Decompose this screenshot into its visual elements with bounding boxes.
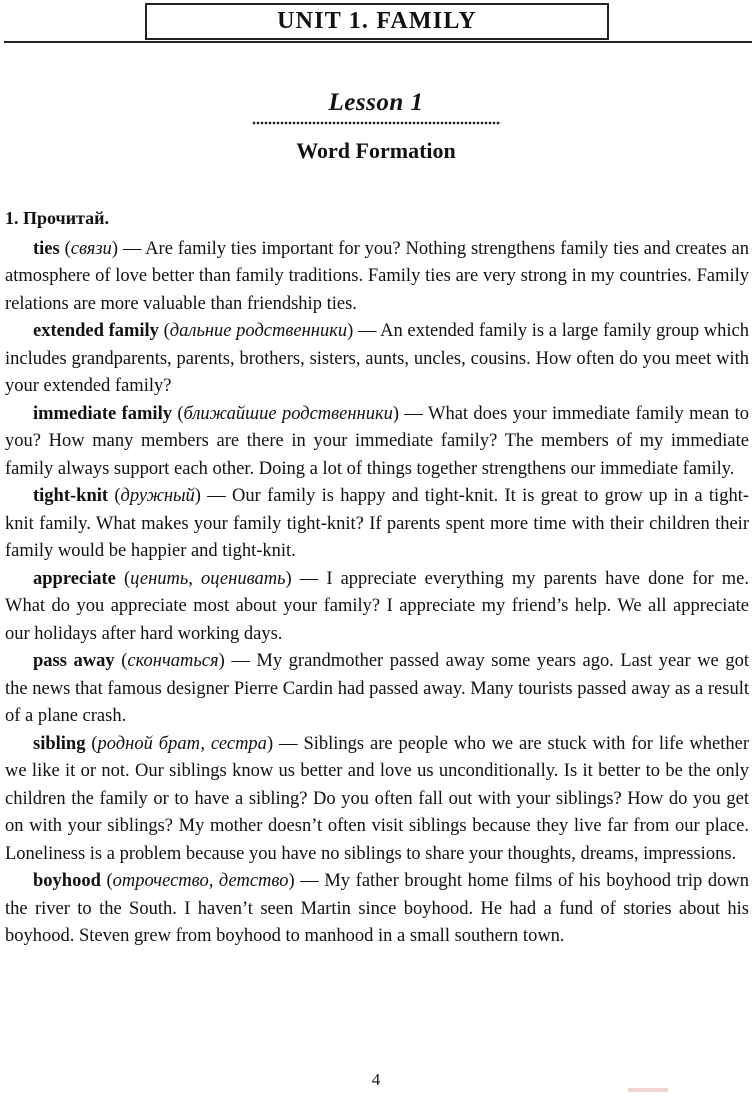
lesson-content [5, 205, 749, 951]
entry-translation: ценить, оценивать [130, 568, 286, 589]
entry-term: immediate family [33, 403, 172, 424]
section-title: Word Formation [296, 138, 456, 163]
task-label: 1. Прочитай. [5, 208, 110, 228]
entry-translation: связи [70, 238, 112, 259]
entry-term: sibling [33, 733, 86, 754]
vocab-entry: boyhood (отрочество, детство) — My father brought home films of his boyhood trip down the river to the South. I haven’t seen Martin since boyhood. He had a fund of stories about his boyhood. Steven grew from boyhood to manhood in a small southern town. [5, 871, 749, 946]
lesson-dotted-underline [252, 121, 501, 125]
entry-term: extended family [33, 321, 159, 341]
entry-examples: My father brought home films of his boyhood trip down the river to the South. I haven’t seen Martin since boyhood. He had a fund of stories about his boyhood. Steven grew from boyhood to manhood in a small southern town. [5, 871, 749, 946]
entry-translation: скончаться [127, 651, 219, 671]
entry-examples: My grandmother passed away some years ago. Last year we got the news that famous designer Pierre Cardin had passed away. Many tourists passed away as a result of a plane crash. [5, 651, 749, 726]
unit-title: UNIT 1. FAMILY [145, 3, 609, 40]
vocab-entry: pass away (скончаться) — My grandmother passed away some years ago. Last year we got the news that famous designer Pierre Cardin had passed away. Many tourists passed away as a result of a plane crash. [5, 651, 749, 726]
vocab-entry: tight-knit (дружный) — Our family is happy and tight-knit. It is great to grow up in a tight-knit family. What makes your family tight-knit? If parents spent more time with their children their family would be happier and tight-knit. [5, 486, 749, 561]
page-number: 4 [371, 1070, 381, 1089]
entry-translation: отрочество, детство [112, 871, 289, 891]
entry-term: tight-knit [33, 486, 109, 506]
entry-examples: Are family ties important for you? Nothing strengthens family ties and creates an atmosphere of love better than family traditions. Family ties are very strong in my countries. Family relations are more valuable than friendship ties. [5, 238, 749, 314]
entry-term: appreciate [33, 568, 116, 589]
entry-translation: дружный [120, 486, 195, 506]
vocab-entry: appreciate (ценить, оценивать) — I appreciate everything my parents have done for me. What do you appreciate most about your family? I appreciate my friend’s help. We all appreciate our holidays after hard working days. [5, 568, 749, 644]
entry-term: pass away [33, 651, 115, 671]
vocab-entry: immediate family (ближайшие родственники) — What does your immediate family mean to you? How many members are there in your immediate family? The members of my immediate family always support each other. Doing a lot of things together strengthens our immediate family. [5, 403, 749, 479]
entry-translation: родной брат, сестра [97, 733, 267, 754]
entry-examples: What does your immediate family mean to you? How many members are there in your immediate family? The members of my immediate family always support each other. Doing a lot of things together strengthens our immediate family. [5, 403, 749, 479]
entry-examples: Siblings are people who we are stuck with for life whether we like it or not. Our siblings know us better and love us unconditionally. Is it better to be the only children the family or to have a sibling? Do you often fall out with your siblings? How do you get on with your siblings? My mother doesn’t often visit siblings because they live far from our place. Loneliness is a problem because you have no siblings to share your thoughts, dreams, impressions. [5, 733, 749, 864]
entry-term: boyhood [33, 871, 101, 891]
entry-examples: An extended family is a large family group which includes grandparents, parents, brothers, sisters, aunts, uncles, cousins. How often do you meet with your extended family? [5, 321, 750, 396]
lesson-title: Lesson 1 [328, 89, 424, 116]
vocab-entry: extended family (дальние родственники) — An extended family is a large family group which includes grandparents, parents, brothers, sisters, aunts, uncles, cousins. How often do you meet with your extended family? [5, 321, 750, 396]
entry-examples: Our family is happy and tight-knit. It is great to grow up in a tight-knit family. What makes your family tight-knit? If parents spent more time with their children their family would be happier and tight-knit. [5, 486, 749, 561]
entry-translation: ближайшие родственники [183, 403, 393, 424]
vocab-entry: sibling (родной брат, сестра) — Siblings are people who we are stuck with for life whether we like it or not. Our siblings know us better and love us unconditionally. Is it better to be the only children the family or to have a sibling? Do you often fall out with your siblings? How do you get on with your siblings? My mother doesn’t often visit siblings because they live far from our place. Loneliness is a problem because you have no siblings to share your thoughts, dreams, impressions. [5, 733, 749, 864]
entry-translation: дальние родственники [169, 321, 348, 341]
entry-term: ties [33, 238, 60, 259]
entry-examples: I appreciate everything my parents have done for me. What do you appreciate most about your family? I appreciate my friend’s help. We all appreciate our holidays after hard working days. [5, 568, 749, 644]
vocab-entry: ties (связи) — Are family ties important for you? Nothing strengthens family ties and creates an atmosphere of love better than family traditions. Family ties are very strong in my countries. Family relations are more valuable than friendship ties. [5, 238, 749, 314]
header-rule [4, 41, 752, 43]
scan-mark [628, 1088, 668, 1092]
